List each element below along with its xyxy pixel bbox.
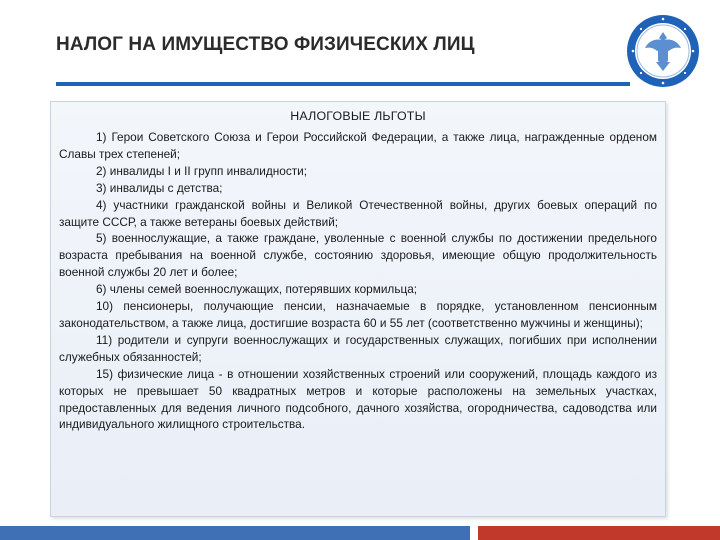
benefit-item: 2) инвалиды I и II групп инвалидности;	[96, 163, 308, 178]
benefit-item: 5) военнослужащие, а также граждане, уволенные с военной службы по достижении предельного возраста пребывания на военной службе, состоянию здоровья, имеющие общую продолжительность военной службы 20 лет и более;	[59, 231, 657, 280]
bottom-color-bar	[0, 526, 720, 540]
title-underline	[56, 82, 630, 86]
benefit-item: 15) физические лица - в отношении хозяйственных строений или сооружений, площадь каждого из которых не превышает 50 квадратных метров и которые расположены на земельных участках, предоставленных для ведения личного подсобного, дачного хозяйства, огородничества, садоводства или индивидуального жилищного строительства.	[59, 366, 657, 432]
benefits-list	[59, 129, 657, 433]
benefits-heading: НАЛОГОВЫЕ ЛЬГОТЫ	[290, 109, 426, 123]
benefit-item: 11) родители и супруги военнослужащих и государственных служащих, погибших при исполнении служебных обязанностей;	[59, 332, 657, 364]
benefits-box	[50, 101, 666, 517]
bar-segment-blue	[0, 526, 470, 540]
bar-segment-white	[470, 526, 478, 540]
benefit-item: 1) Герои Советского Союза и Герои Российской Федерации, а также лица, награжденные орденом Славы трех степеней;	[59, 130, 657, 161]
bar-segment-red	[478, 526, 720, 540]
fns-emblem-icon	[626, 14, 700, 88]
benefit-item: 4) участники гражданской войны и Великой Отечественной войны, других боевых операций по защите СССР, а также ветераны боевых действий;	[59, 197, 657, 229]
benefit-item: 6) члены семей военнослужащих, потерявших кормильца;	[96, 282, 418, 297]
slide-title: НАЛОГ НА ИМУЩЕСТВО ФИЗИЧЕСКИХ ЛИЦ	[56, 34, 475, 55]
benefit-item: 10) пенсионеры, получающие пенсии, назначаемые в порядке, установленном пенсионным законодательством, а также лица, достигшие возраста 60 и 55 лет (соответственно мужчины и женщины);	[59, 299, 657, 330]
benefit-item: 3) инвалиды с детства;	[96, 180, 223, 195]
